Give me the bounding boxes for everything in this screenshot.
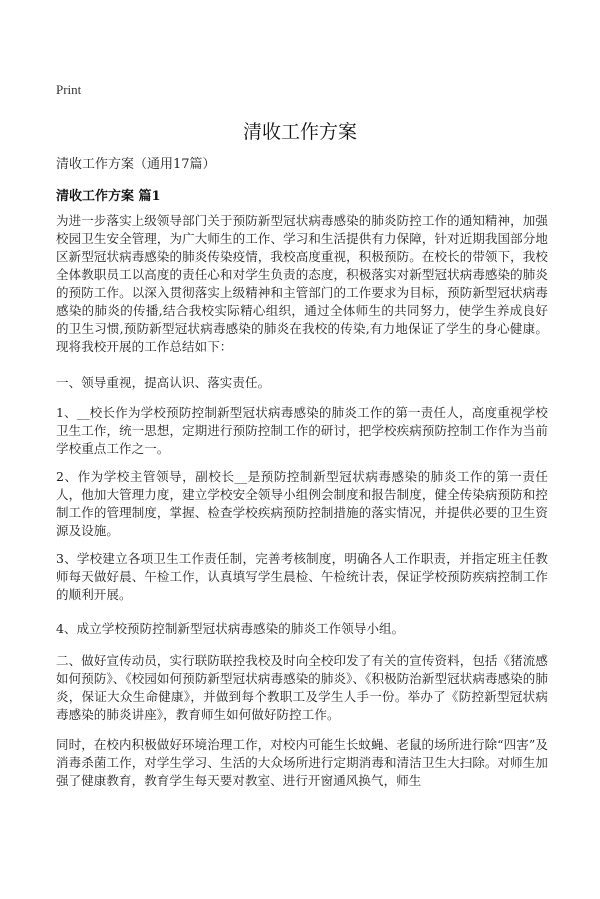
intro-paragraph: 为进一步落实上级领导部门关于预防新型冠状病毒感染的肺炎防控工作的通知精神，加强校园卫生安全管理，为广大师生的工作、学习和生活提供有力保障，针对近期我国部分地区新型冠状病毒感染的肺炎传染疫情，我校高度重视，积极预防。在校长的带领下，我校全体教职员工以高度的责任心和对学生负责的态度，积极落实对新型冠状病毒感染的肺炎的预防工作。以深入贯彻落实上级精神和主管部门的工作要求为目标，预防新型冠状病毒感染的肺炎的传播,结合我校实际精心组织，通过全体师生的共同努力，使学生养成良好的卫生习惯,预防新型冠状病毒感染的肺炎在我校的传染,有力地保证了学生的身心健康。现将我校开展的工作总结如下：: [56, 213, 548, 354]
paragraph-item-1: 1、__校长作为学校预防控制新型冠状病毒感染的肺炎工作的第一责任人，高度重视学校卫生工作，统一思想，定期进行预防控制工作的研讨，把学校疾病预防控制工作作为当前学校重点工作之一。: [56, 405, 548, 456]
section-heading: 清收工作方案 篇1: [56, 189, 161, 204]
heading-leadership: 一、领导重视，提高认识、落实责任。: [56, 375, 271, 390]
print-label: Print: [56, 82, 82, 97]
paragraph-environment: 同时，在校内积极做好环境治理工作，对校内可能生长蚊蝇、老鼠的场所进行除“四害”及消毒杀菌工作，对学生学习、生活的大众场所进行定期消毒和清洁卫生大扫除。对师生加强了健康教育，教育学生每天要对教室、进行开窗通风换气，师生: [56, 737, 548, 788]
document-subtitle: 清收工作方案（通用17篇）: [56, 157, 216, 172]
paragraph-item-3: 3、学校建立各项卫生工作责任制，完善考核制度，明确各人工作职责，并指定班主任教师每天做好晨、午检工作，认真填写学生晨检、午检统计表，保证学校预防疾病控制工作的顺利开展。: [56, 551, 548, 602]
paragraph-item-2: 2、作为学校主管领导，副校长__是预防控制新型冠状病毒感染的肺炎工作的第一责任人，他加大管理力度，建立学校安全领导小组例会制度和报告制度，健全传染病预防和控制工作的管理制度，掌握、检查学校疾病预防控制措施的落实情况，并提供必要的卫生资源及设施。: [56, 469, 548, 538]
paragraph-item-4: 4、成立学校预防控制新型冠状病毒感染的肺炎工作领导小组。: [56, 621, 405, 636]
paragraph-publicity: 二、做好宣传动员，实行联防联控我校及时向全校印发了有关的宣传资料，包括《猪流感如何预防》、《校园如何预防新型冠状病毒感染的肺炎》、《积极防治新型冠状病毒感染的肺炎，保证大众生命健康》，并做到每个教职工及学生人手一份。举办了《防控新型冠状病毒感染的肺炎讲座》，教育师生如何做好防控工作。: [56, 653, 548, 722]
page-title: 清收工作方案: [242, 121, 357, 143]
